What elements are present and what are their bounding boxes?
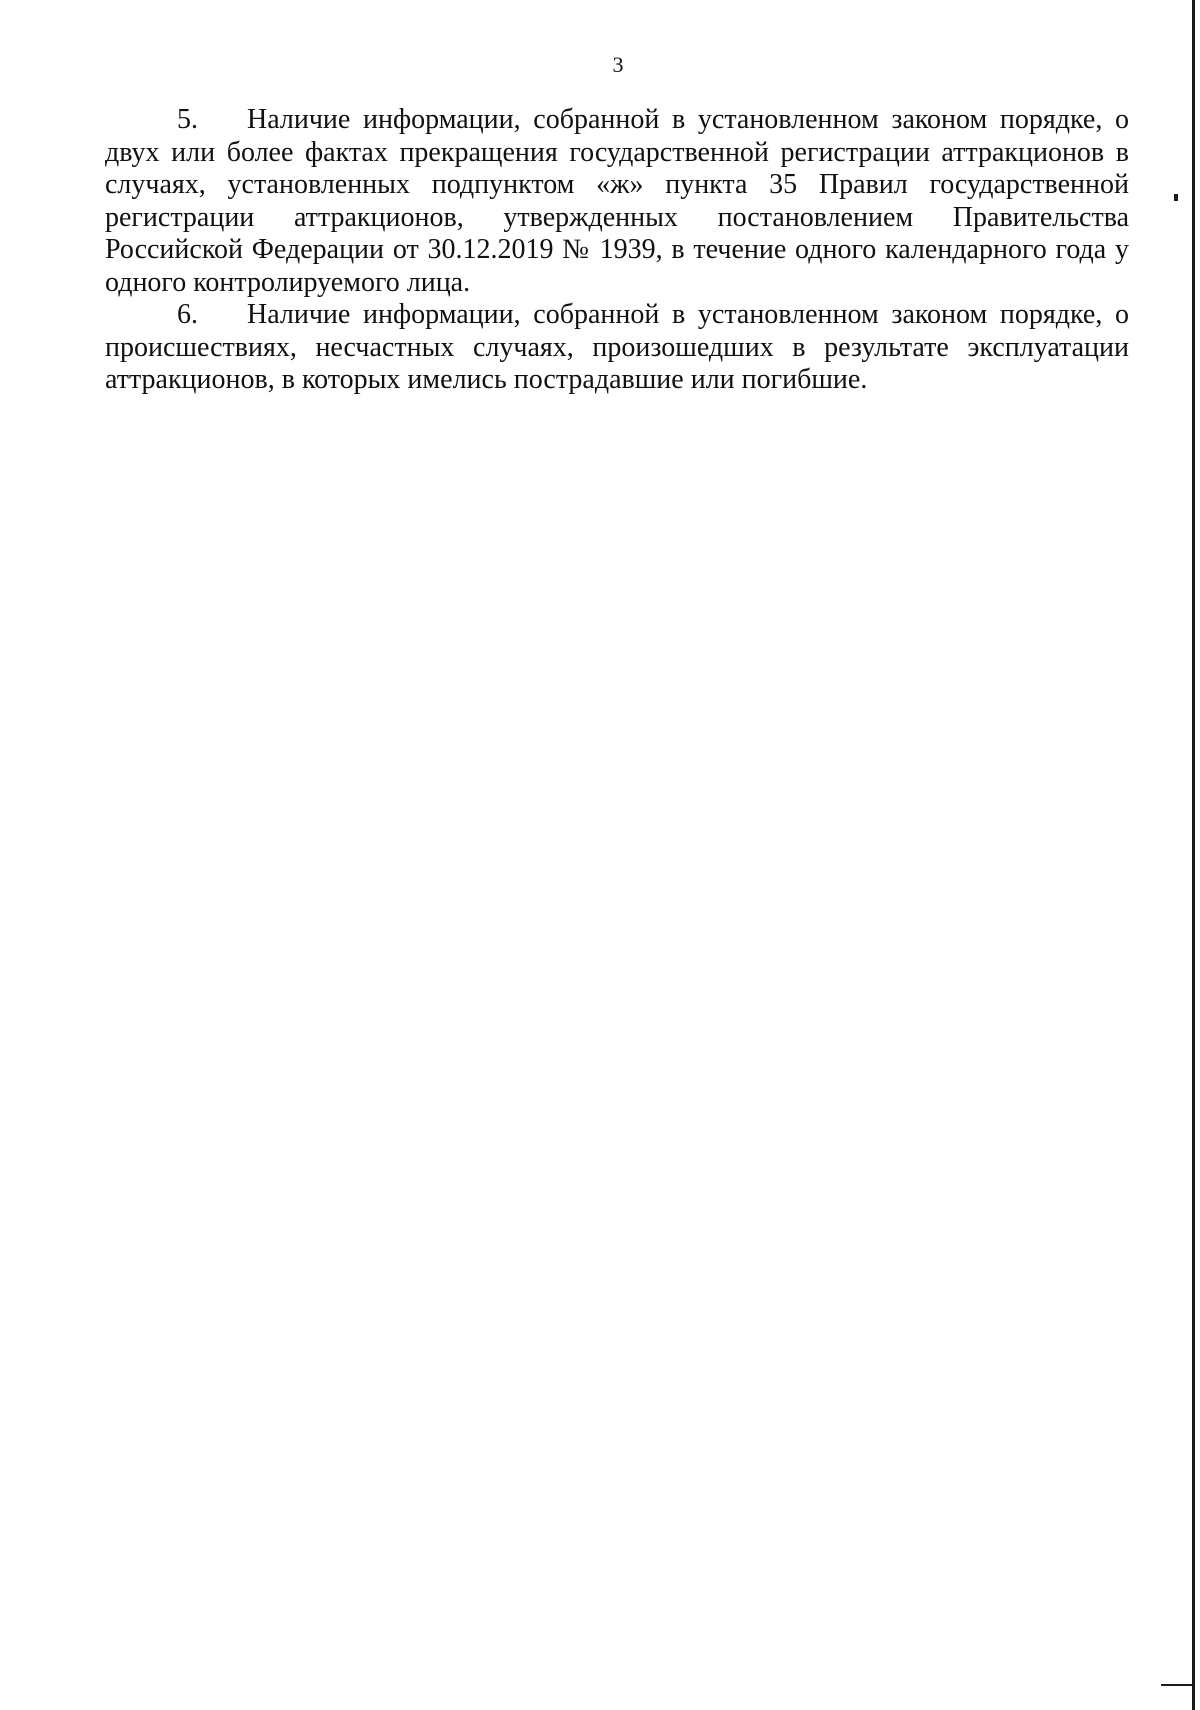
paragraph-text: Наличие информации, собранной в установленном законом порядке, о двух или более фактах прекращения государственной регистрации аттракционов в случаях, установленных подпунктом «ж» пункта 35 Правил государственной регистрации аттракционов, утвержденных постановлением Правительства Российской Федерации от 30.12.2019 № 1939, в течение одного календарного года у одного контролируемого лица. bbox=[105, 104, 1129, 298]
paragraph-number: 6. bbox=[177, 299, 198, 330]
page-number: 3 bbox=[612, 52, 624, 77]
paragraph-5 bbox=[105, 104, 1129, 299]
scan-edge-corner bbox=[1161, 1684, 1195, 1686]
paragraph-6 bbox=[105, 299, 1129, 397]
scan-speck bbox=[1174, 194, 1178, 201]
scan-edge-line bbox=[1192, 0, 1195, 1710]
paragraph-text: Наличие информации, собранной в установленном законом порядке, о происшествиях, несчастных случаях, произошедших в результате эксплуатации аттракционов, в которых имелись пострадавшие или погибшие. bbox=[105, 299, 1129, 395]
paragraph-number: 5. bbox=[177, 104, 198, 135]
document-body bbox=[105, 104, 1129, 397]
